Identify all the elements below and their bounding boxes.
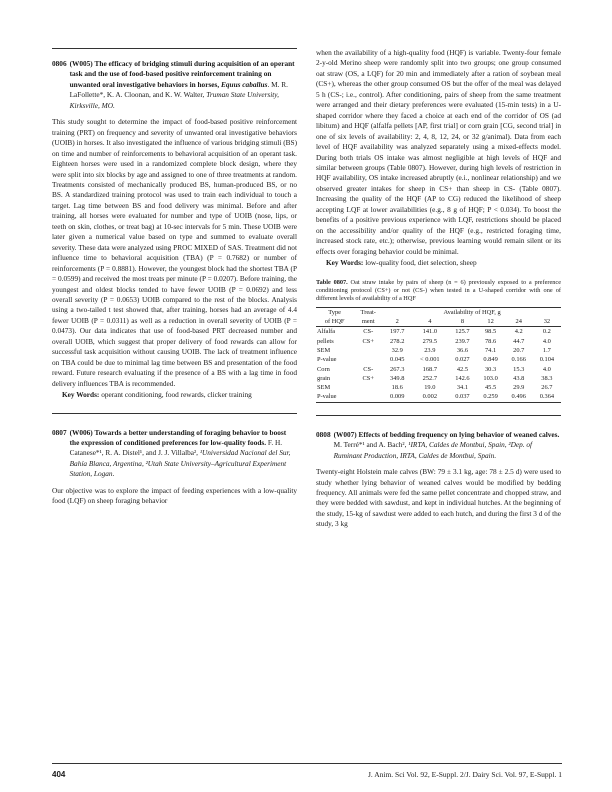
session-code: (W005) [69,59,93,68]
table-row [316,327,561,337]
header-of-hqf: of HQF [316,317,353,327]
affiliation: Truman State University, Kirksville, MO. [69,90,279,110]
cell: 26.7 [541,384,553,392]
abstract-0807-header [52,428,297,480]
cell: 197.7 [390,328,405,336]
row-label: SEM [317,346,331,354]
right-column [316,48,561,530]
abstract-body-continued: when the availability of a high-quality food (HQF) is variable. Twenty-four female 2-y-old Merino sheep were randomly split into two groups; one group consumed oat straw (OS, a LQF) for 20 min and immediately after a ration of soybean meal (CS+), whereas the other group consumed OS but the offer of the meal was delayed 5 h (CS-; i.e., control). After conditioning, pairs of sheep from the same treatment were arranged and their dietary preferences were evaluated (15-min tests) in a U-shaped corridor where they faced a choice at each end of the corridor of OS (ad libitum) and HQF (alfalfa pellets [AP, first trial] or corn grain [CG, second trial] in one of six levels of availability: 2, 4, 8, 12, 24, or 32 g/animal). Data from each level of HQF availability was analyzed separately using a mixed-effects model. During both trials OS intake was almost negligible at high levels of HQF and similar between groups (Table 0807). However, during high levels of restriction in HQF availability, OS intake increased abruptly (e.i., nonlinear relationship) and we observed greater intakes for sheep in CS+ than sheep in CS- (Table 0807). Increasing the quality of the HQF (AP to CG) reduced the likelihood of sheep accepting LQF at lower availabilities (e.g., 8 g of HQF; P < 0.034). To boost the benefits of a positive previous experience with LQF, restrictions should be placed on the accessibility and/or quality of the HQF (e.g., restricted foraging time, increased stock rate, etc.); otherwise, previous learning would remain silent or its effects over foraging behavior could be minimal. [316,48,561,256]
header-treat: Treat- [353,307,383,317]
affiliation: ¹IRTA, Caldes de Montbui, Spain, ²Dep. of Ruminant Production, IRTA, Caldes de Montbui, Spain. [333,440,533,460]
row-treatment [353,355,383,364]
table-row [316,355,561,364]
cell: < 0.001 [420,356,440,364]
row-treatment: CS- [363,328,374,336]
cell: 0.037 [448,392,476,402]
table-row [316,374,561,383]
session-code: (W006) [69,427,93,437]
abstract-body: Twenty-eight Holstein male calves (BW: 79 ± 3.1 kg, age: 78 ± 2.5 d) were used to study whether lying behavior of weaned calves would be modified by bedding frequency. All animals were fed the same pellet concentrate and chopped straw, and they were bedded with sawdust, and kept in individual hutches. At the beginning of the study, 15-kg of sawdust were added to each hutch, and during the first 3 d of the study, 3 kg [316,467,561,529]
row-label: SEM [317,384,331,392]
cell: 15.3 [513,365,525,373]
cell: 23.9 [424,346,436,354]
table-caption [316,279,561,304]
cell: 45.5 [484,384,497,392]
cell: 279.5 [422,337,438,345]
row-label: P-value [317,356,337,364]
cell: 0.849 [483,356,498,364]
table-caption-label: Table 0807. [316,278,348,286]
cell: 32.9 [391,346,403,354]
cell: 0.002 [411,392,448,402]
cell: 1.7 [542,346,551,354]
keywords-text: low-quality food, diet selection, sheep [365,258,477,268]
cell: 4.0 [542,337,551,345]
authors: F. H. Catanese*¹, R. A. Distel¹, and J. J. Villalba², [69,437,283,458]
cell: 43.8 [513,374,525,382]
cell: 0.104 [539,356,555,364]
cell: 19.0 [424,384,436,392]
row-label: pellets [317,337,334,345]
affiliation: ¹Universidad Nacional del Sur, Bahía Blanca, Argentina, ²Utah State University–Agricultural Experiment Station, Logan. [69,448,291,479]
cell: 252.7 [422,374,438,382]
header-level: 4 [411,317,448,327]
row-label: Corn [317,365,330,373]
abstract-0806-header: 0806 (W005) The efficacy of bridging stimuli during acquisition of an operant task and the use of food-based positive reinforcement training on unwanted oral investigative behaviors in horses, Equus caballus. M. R. LaFollette*, K. A. Cloonan, and K. W. Walter, Truman State University, Kirksville, MO. [52,59,295,110]
keywords [316,258,561,268]
cell: 103.0 [483,374,498,382]
cell: 44.7 [513,337,525,345]
cell: 349.8 [390,374,405,382]
row-treatment: CS+ [362,337,374,345]
table-row [316,383,561,392]
header-availability: Availability of HQF, g [383,307,561,317]
keywords [52,390,297,400]
abstract-title: The efficacy of bridging stimuli during acquisition of an operant task and the use of food-based positive reinforcement training on unwanted oral investigative behaviors in horses, [69,59,295,89]
section-rule [52,413,297,414]
header-level: 2 [383,317,411,327]
abstract-0808-header [316,430,561,461]
cell: 0.259 [477,392,505,402]
authors: M. R. LaFollette*, K. A. Cloonan, and K. W. Walter, [69,79,288,100]
cell: 74.1 [484,346,497,354]
abstract-title: Effects of bedding frequency on lying behavior of weaned calves. [358,429,560,439]
cell: 29.9 [513,384,525,392]
abstract-body: This study sought to determine the impact of food-based positive reinforcement training (PRT) on frequency and severity of unwanted oral investigative behaviors (UOIB) in horses. It also investigated the influence of various bridging stimuli (BS) on time and number of reinforcements to behavioral acquisition of an operant task. Eighteen horses were used in a randomized complete block design, where they were split into six blocks by age and assigned to one of three treatments at random. Treatments consisted of mechanically produced BS, human-produced BS, or no BS. A standardized training protocol was used to train each individual to touch a target. Lag time between BS and food delivery was minimal. Before and after training, all horses were evaluated for number and type of UOIB (nose, lips, or teeth on skin, clothes, or treat bag) at 10-sec intervals for 5 min. These UOIB were later given a numerical value based on type and summed to evaluate overall severity. These data were analyzed using PROC MIXED of SAS. Treatment did not influence time to behavioral acquisition (TBA) (P = 0.7682) or number of reinforcements (P = 0.8881). However, the youngest block had the shortest TBA (P = 0.0599) and received the most treats per minute (P = 0.0207). Before training, the youngest and oldest blocks tended to have fewer UOIB (P = 0.0692) and less overall severity (P = 0.0653) UOIB compared to the rest of the blocks. Analysis using a two-tailed t test showed that, after training, horses had an average of 4.4 fewer UOIB (P = 0.0311) as well as a reduction in overall severity of UOIB (P = 0.0473). Our data indicates that use of food-based PRT decreased number and overall UOIB, which suggest that proper delivery of food rewards can allow for successful task acquisition without causing UOIB. The lack of treatment influence on TBA could be due to minimal lag time between BS and presentation of the food reward. Future research evaluating if the presence of a BS with a lag time in food delivery influences TBA is recommended. [52,117,297,388]
table-caption-text: Oat straw intake by pairs of sheep (n = 6) previously exposed to a preference conditioning protocol (CS+) or not (CS-) when tested in a U-shaped corridor with one of different levels of availability of a HQF [316,278,561,303]
cell: 168.7 [422,365,438,373]
cell: 125.7 [455,328,470,336]
abstract-body: Our objective was to explore the impact of feeding experiences with a low-quality food (LQF) on sheep foraging behavior [52,485,297,506]
row-label: grain [317,374,331,382]
cell: 20.7 [513,346,525,354]
cell: 142.6 [455,374,470,382]
species-name: Equus caballus [221,79,268,89]
top-rule [52,48,297,49]
header-level: 8 [448,317,476,327]
table-row [316,365,561,374]
page-number: 404 [52,770,66,779]
cell: 0.027 [455,356,470,364]
row-treatment: CS+ [362,374,374,382]
row-label: P-value [316,392,353,402]
row-treatment: CS- [363,365,374,373]
cell: 4.0 [542,365,551,373]
cell: 30.3 [484,365,497,373]
row-treatment [353,346,383,355]
abstract-id: 0806 [52,59,67,68]
authors: M. Terré*¹ and A. Bach², [333,440,407,450]
cell: 0.009 [383,392,411,402]
abstract-id: 0808 [316,429,331,439]
journal-citation: J. Anim. Sci Vol. 92, E-Suppl. 2/J. Dairy Sci. Vol. 97, E-Suppl. 1 [367,770,562,779]
header-level: 24 [505,317,533,327]
abstract-id: 0807 [52,427,67,437]
row-label: Alfalfa [317,328,336,336]
table-row [316,337,561,346]
table-row [316,392,561,402]
cell: 34.1 [456,384,469,392]
cell: 239.7 [455,337,470,345]
cell: 267.3 [390,365,405,373]
keywords-label: Key Words: [326,258,364,268]
page-footer [52,763,562,779]
cell: 4.2 [514,328,523,336]
cell: 98.5 [484,328,497,336]
cell: 78.6 [484,337,497,345]
header-type: Type [316,307,353,317]
cell: 42.5 [456,365,469,373]
cell: 0.496 [505,392,533,402]
session-code: (W007) [333,429,357,439]
left-column [52,48,297,507]
header-level: 32 [533,317,561,327]
oat-straw-intake-table [316,307,561,403]
cell: 36.6 [456,346,469,354]
cell: 0.2 [542,328,551,336]
cell: 18.6 [391,384,403,392]
cell: 38.3 [541,374,553,382]
cell: 0.166 [511,356,526,364]
section-rule [316,415,561,416]
keywords-text: operant conditioning, food rewards, clicker training [101,390,252,400]
row-treatment [353,383,383,392]
cell: 0.364 [533,392,561,402]
abstract-title: Towards a better understanding of foraging behavior to boost the expression of conditioned preferences for low-quality foods. [69,427,287,447]
cell: 278.2 [390,337,405,345]
header-level: 12 [477,317,505,327]
table-row [316,346,561,355]
cell: 141.0 [422,328,438,336]
keywords-label: Key Words: [62,390,100,400]
header-ment: ment [353,317,383,327]
row-treatment [353,392,383,402]
cell: 0.045 [390,356,405,364]
